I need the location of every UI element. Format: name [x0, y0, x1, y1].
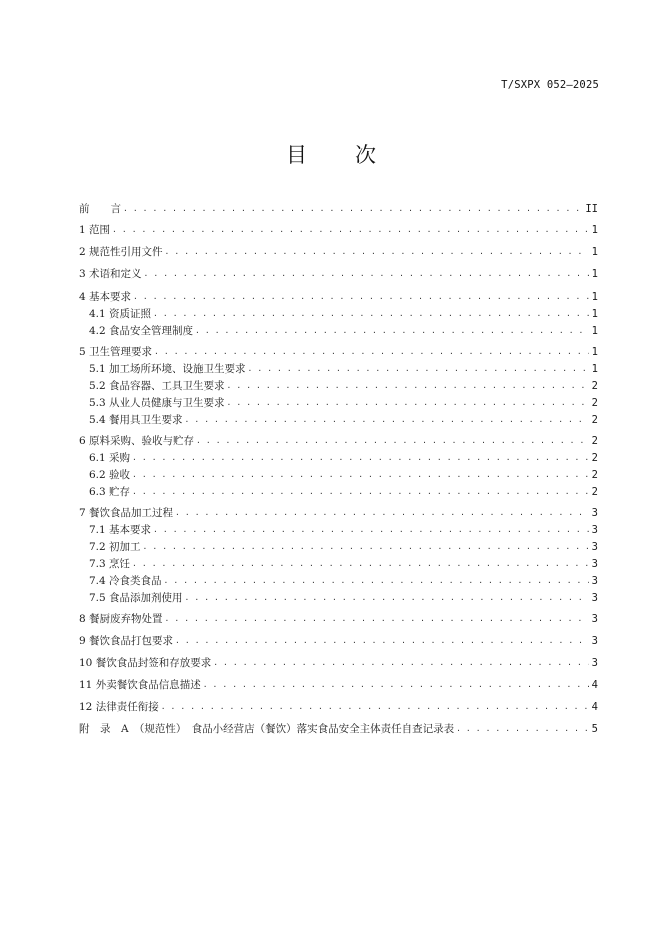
leader-dots [144, 266, 589, 282]
toc-entry-label: 4 基本要求 [79, 291, 132, 303]
toc-entry-6-1[interactable] [89, 450, 598, 466]
toc-entry-label: 5 卫生管理要求 [79, 346, 153, 358]
toc-entry-page: 1 [591, 363, 598, 375]
leader-dots [165, 244, 589, 260]
toc-entry-page: 4 [591, 679, 598, 691]
toc-entry-10[interactable] [79, 655, 598, 671]
toc-entry-7-5[interactable] [89, 590, 598, 606]
toc-entry-label: 附 录 A （规范性） 食品小经营店（餐饮）落实食品安全主体责任自查记录表 [79, 723, 455, 735]
toc-entry-label: 5.3 从业人员健康与卫生要求 [89, 397, 225, 409]
toc-entry-page: 2 [591, 435, 598, 447]
toc-entry-5-1[interactable] [89, 361, 598, 377]
toc-entry-5-2[interactable] [89, 378, 598, 394]
toc-entry-page: 3 [591, 558, 598, 570]
leader-dots [227, 378, 589, 394]
leader-dots [132, 467, 589, 483]
leader-dots [175, 633, 589, 649]
toc-entry-4-1[interactable] [89, 306, 598, 322]
toc-entry-label: 前 言 [79, 203, 121, 215]
toc-entry-page: 3 [591, 635, 598, 647]
toc-entry-label: 4.2 食品安全管理制度 [89, 325, 194, 337]
toc-entry-page: 2 [591, 469, 598, 481]
leader-dots [132, 484, 589, 500]
toc-entry-page: 3 [591, 592, 598, 604]
leader-dots [132, 450, 589, 466]
leader-dots [123, 201, 582, 217]
leader-dots [161, 699, 589, 715]
toc-entry-page: 2 [591, 452, 598, 464]
leader-dots [132, 556, 589, 572]
toc-entry-label: 5.2 食品容器、工具卫生要求 [89, 380, 225, 392]
leader-dots [143, 539, 589, 555]
toc-entry-1[interactable] [79, 222, 598, 238]
toc-entry-page: 1 [591, 268, 598, 280]
toc-entry-5[interactable] [79, 344, 598, 360]
leader-dots [185, 590, 589, 606]
toc-entry-label: 7.1 基本要求 [89, 524, 152, 536]
toc-entry-page: 1 [591, 224, 598, 236]
leader-dots [165, 611, 589, 627]
toc-entry-label: 6.3 贮存 [89, 486, 131, 498]
toc-entry-7-3[interactable] [89, 556, 598, 572]
toc-entry-11[interactable] [79, 677, 598, 693]
toc-entry-label: 1 范围 [79, 224, 111, 236]
toc-entry-5-3[interactable] [89, 395, 598, 411]
toc-entry-label: 5.1 加工场所环境、设施卫生要求 [89, 363, 246, 375]
leader-dots [227, 395, 589, 411]
toc-entry-label: 8 餐厨废弃物处置 [79, 613, 163, 625]
leader-dots [164, 573, 589, 589]
toc-entry-page: 3 [591, 541, 598, 553]
toc-entry-7[interactable] [79, 505, 598, 521]
toc-entry-page: 3 [591, 524, 598, 536]
toc-entry-label: 12 法律责任衔接 [79, 701, 159, 713]
leader-dots [196, 433, 589, 449]
toc-entry-page: 5 [591, 723, 598, 735]
toc-entry-6-2[interactable] [89, 467, 598, 483]
toc-entry-page: 2 [591, 486, 598, 498]
leader-dots [456, 721, 589, 737]
toc-entry-label: 11 外卖餐饮食品信息描述 [79, 679, 201, 691]
toc-entry-3[interactable] [79, 266, 598, 282]
leader-dots [154, 344, 589, 360]
toc-entry-label: 7.2 初加工 [89, 541, 141, 553]
toc-entry-7-1[interactable] [89, 522, 598, 538]
toc-entry-label: 9 餐饮食品打包要求 [79, 635, 174, 647]
toc-entry-label: 6.1 采购 [89, 452, 131, 464]
toc-entry-5-4[interactable] [89, 412, 598, 428]
toc-entry-4-2[interactable] [89, 323, 598, 339]
title-char-1: 目 [286, 143, 307, 167]
document-number: T/SXPX 052—2025 [501, 79, 599, 91]
toc-entry-page: 2 [591, 380, 598, 392]
leader-dots [195, 323, 589, 339]
toc-entry-label: 7.4 冷食类食品 [89, 575, 162, 587]
leader-dots [185, 412, 589, 428]
toc-entry-7-2[interactable] [89, 539, 598, 555]
toc-entry-label: 10 餐饮食品封签和存放要求 [79, 657, 212, 669]
toc-entry-7-4[interactable] [89, 573, 598, 589]
leader-dots [153, 306, 589, 322]
toc-entry-page: 1 [591, 308, 598, 320]
leader-dots [203, 677, 589, 693]
toc-entry-label: 7 餐饮食品加工过程 [79, 507, 174, 519]
toc-entry-page: 3 [591, 613, 598, 625]
toc-entry-page: 4 [591, 701, 598, 713]
leader-dots [133, 289, 589, 305]
toc-entry-label: 4.1 资质证照 [89, 308, 152, 320]
toc-entry-label: 7.5 食品添加剂使用 [89, 592, 183, 604]
toc-entry-label: 7.3 烹饪 [89, 558, 131, 570]
toc-entry-4[interactable] [79, 289, 598, 305]
title-char-2: 次 [355, 143, 376, 167]
toc-entry-label: 2 规范性引用文件 [79, 246, 163, 258]
toc-entry-page: 3 [591, 575, 598, 587]
toc-entry-label: 3 术语和定义 [79, 268, 142, 280]
toc-entry-9[interactable] [79, 633, 598, 649]
toc-entry-label: 6 原料采购、验收与贮存 [79, 435, 195, 447]
toc-entry-page: 3 [591, 657, 598, 669]
toc-entry-page: 2 [591, 414, 598, 426]
toc-entry-8[interactable] [79, 611, 598, 627]
toc-entry-page: 1 [591, 346, 598, 358]
toc-entry-page: 3 [591, 507, 598, 519]
leader-dots [213, 655, 588, 671]
toc-entry-page: 1 [591, 291, 598, 303]
toc-entry-6-3[interactable] [89, 484, 598, 500]
toc-entry-2[interactable] [79, 244, 598, 260]
leader-dots [175, 505, 589, 521]
leader-dots [112, 222, 589, 238]
leader-dots [248, 361, 589, 377]
toc-entry-page: II [585, 203, 598, 215]
leader-dots [153, 522, 589, 538]
toc-entry-page: 1 [591, 246, 598, 258]
toc-entry-12[interactable] [79, 699, 598, 715]
toc-entry-foreword[interactable] [79, 201, 598, 217]
toc-entry-6[interactable] [79, 433, 598, 449]
toc-entry-page: 2 [591, 397, 598, 409]
toc-entry-appendix-a[interactable] [79, 721, 598, 737]
page-title [0, 139, 662, 169]
toc-entry-page: 1 [591, 325, 598, 337]
toc-entry-label: 6.2 验收 [89, 469, 131, 481]
toc-entry-label: 5.4 餐用具卫生要求 [89, 414, 183, 426]
